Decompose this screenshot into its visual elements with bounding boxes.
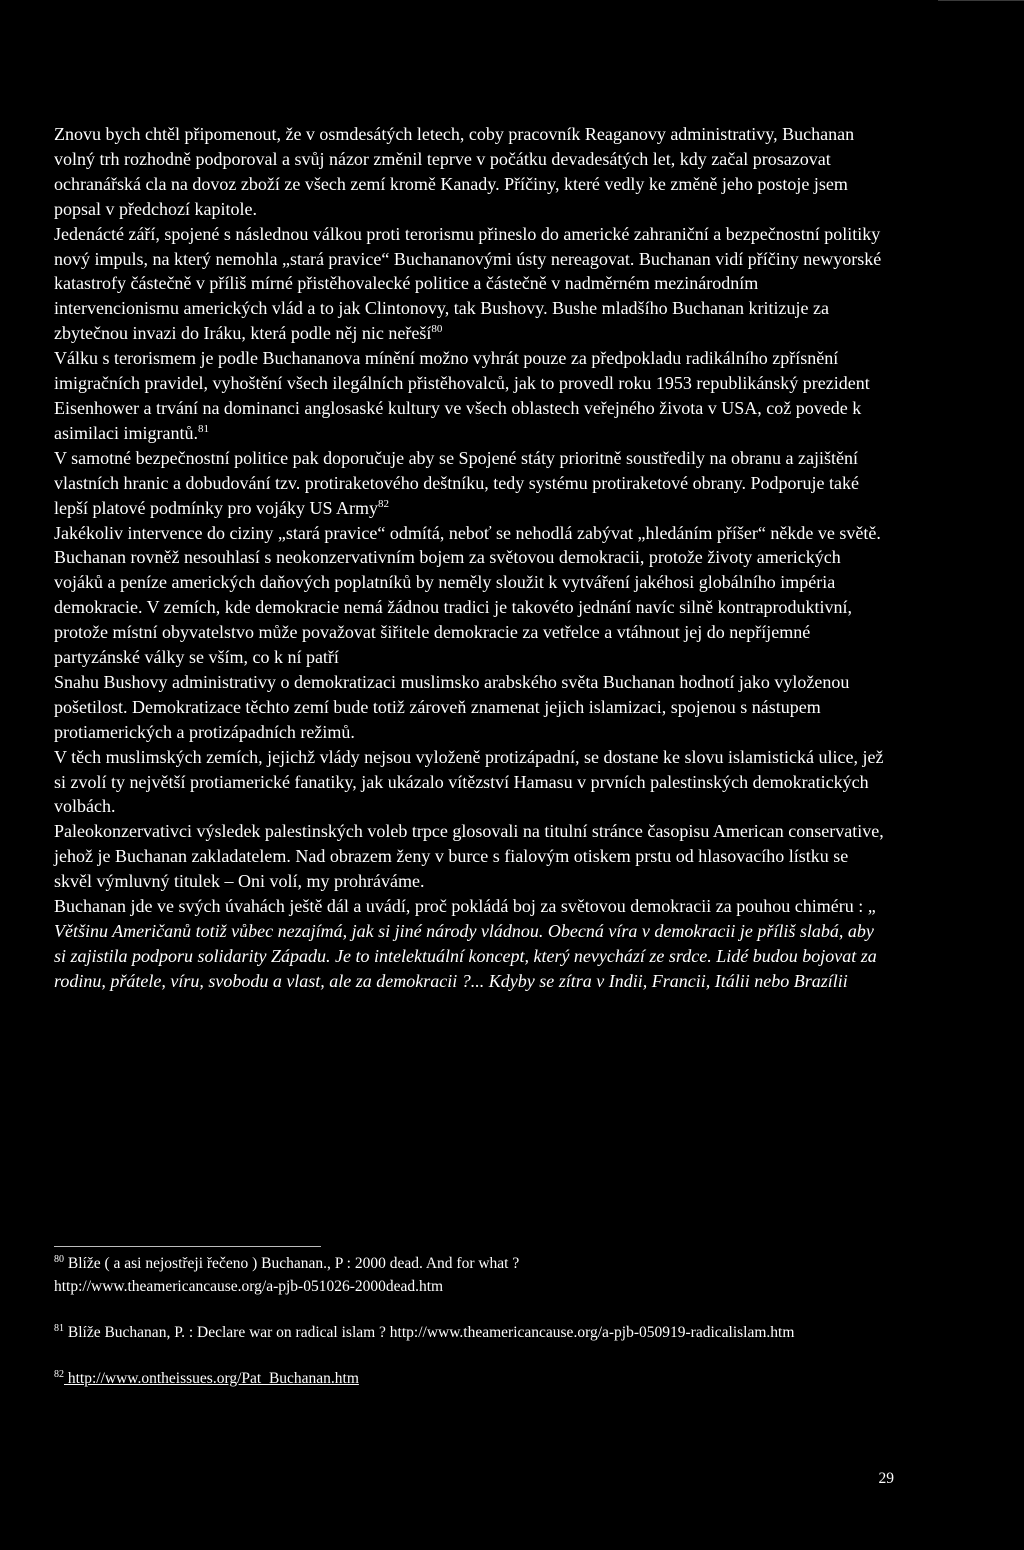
footnote-80 <box>54 1252 904 1298</box>
page-number: 29 <box>878 1470 894 1487</box>
footnote-81 <box>54 1321 904 1344</box>
footnote-ref-81: 81 <box>197 422 209 435</box>
footnotes <box>54 1252 904 1413</box>
paragraph-7: Snahu Bushovy administrativy o demokratizaci muslimsko arabského světa Buchanan hodnotí jako vyloženou pošetilost. Demokratizace těchto zemí bude totiž zároveň znamenat jejich islamizaci, spojenou s nástupem protiamerických a protizápadních režimů. <box>54 671 850 742</box>
footnote-80-number: 80 <box>54 1253 64 1265</box>
main-text <box>54 122 884 994</box>
paragraph-4 <box>54 446 884 521</box>
footnote-80-text: Blíže ( a asi nejostřeji řečeno ) Buchanan., P : 2000 dead. And for what ? <box>64 1255 520 1272</box>
paragraph-9: Paleokonzervativci výsledek palestinských voleb trpce glosovali na titulní stránce časopisu American conservative, jehož je Buchanan zakladatelem. Nad obrazem ženy v burce s fialovým otiskem prstu od hlasovacího lístku se skvěl výmluvný titulek – Oni volí, my prohráváme. <box>54 821 884 892</box>
paragraph-6: Buchanan rovněž nesouhlasí s neokonzervativním bojem za světovou demokracii, protože životy amerických vojáků a peníze amerických daňových poplatníků by neměly sloužit k vytváření jakéhosi globálního impéria demokracie. V zemích, kde demokracie nemá žádnou tradici je takovéto jednání navíc silně kontraproduktivní, protože místní obyvatelstvo může považovat šiřitele demokracie za vetřelce a vtáhnout jej do nepříjemné partyzánské války se vším, co k ní patří <box>54 547 853 668</box>
footnote-81-text: Blíže Buchanan, P. : Declare war on radical islam ? http://www.theamericancause.org/a-pjb-050919-radicalislam.htm <box>64 1324 795 1341</box>
paragraph-8: V těch muslimských zemích, jejichž vlády nejsou vyloženě protizápadní, se dostane ke slovu islamistická ulice, jež si zvolí ty největší protiamerické fanatiky, jak ukázalo vítězství Hamasu v prvních palestinských demokratických volbách. <box>54 746 884 817</box>
paragraph-2-text: Jedenácté září, spojené s následnou válkou proti terorismu přineslo do americké zahraniční a bezpečnostní politiky nový impuls, na který nemohla „stará pravice“ Buchananovými ústy nereagovat. Buchanan vidí příčiny newyorské katastrofy částečně v příliš mírné přistěhovalecké politice a částečně v nadměrném mezinárodním intervencionismu amerických vlád a to jak Clintonovy, tak Bushovy. Bushe mladšího Buchanan kritizuje za zbytečnou invazi do Iráku, která podle něj nic neřeší <box>54 223 882 344</box>
footnote-separator <box>54 1246 321 1247</box>
paragraph-2 <box>54 222 884 347</box>
footnote-ref-80: 80 <box>431 323 443 336</box>
paragraph-1: Znovu bych chtěl připomenout, že v osmdesátých letech, coby pracovník Reaganovy administrativy, Buchanan volný trh rozhodně podporoval a svůj názor změnil teprve v počátku devadesátých let, kdy začal prosazovat ochranářská cla na dovoz zboží ze všech zemí kromě Kanady. Příčiny, které vedly ke změně jeho postoje jsem popsal v předchozí kapitole. <box>54 124 855 219</box>
footnote-80-url[interactable]: http://www.theamericancause.org/a-pjb-051026-2000dead.htm <box>54 1278 444 1295</box>
paragraph-10-quote: „ Většinu Američanů totiž vůbec nezajímá, jak si jiné národy vládnou. Obecná víra v demokracii je příliš slabá, aby si zajistila podporu solidarity Západu. Je to intelektuální koncept, který nevychází ze srdce. Lidé budou bojovat za rodinu, přátele, víru, svobodu a vlast, ale za demokracii ?... Kdyby se zítra v Indii, Francii, Itálii nebo Brazílii <box>54 896 878 991</box>
footnote-81-number: 81 <box>54 1322 64 1334</box>
paragraph-4-text: V samotné bezpečnostní politice pak doporučuje aby se Spojené státy prioritně soustředily na obranu a zajištění vlastních hranic a dobudování tzv. protiraketového deštníku, tedy systému protiraketové obrany. Podporuje také lepší platové podmínky pro vojáky US Army <box>54 447 859 518</box>
top-edge-line <box>938 0 1024 1</box>
footnote-ref-82: 82 <box>377 497 389 510</box>
footnote-82 <box>54 1367 904 1390</box>
paragraph-3-text: Válku s terorismem je podle Buchananova mínění možno vyhrát pouze za předpokladu radikálního zpřísnění imigračních pravidel, vyhoštění všech ilegálních přistěhovalců, jak to provedl roku 1953 republikánský prezident Eisenhower a trvání na dominanci anglosaské kultury ve všech oblastech veřejného života v USA, což povede k asimilaci imigrantů. <box>54 348 870 443</box>
footnote-82-number: 82 <box>54 1368 64 1380</box>
paragraph-10-intro: Buchanan jde ve svých úvahách ještě dál a uvádí, proč pokládá boj za světovou demokracii za pouhou chiméru : <box>54 896 868 917</box>
paragraph-10 <box>54 894 884 994</box>
paragraph-5: Jakékoliv intervence do ciziny „stará pravice“ odmítá, neboť se nehodlá zabývat „hledáním příšer“ někde ve světě. <box>54 522 881 543</box>
paragraph-3 <box>54 346 884 446</box>
footnote-82-link[interactable]: http://www.ontheissues.org/Pat_Buchanan.htm <box>64 1370 359 1387</box>
